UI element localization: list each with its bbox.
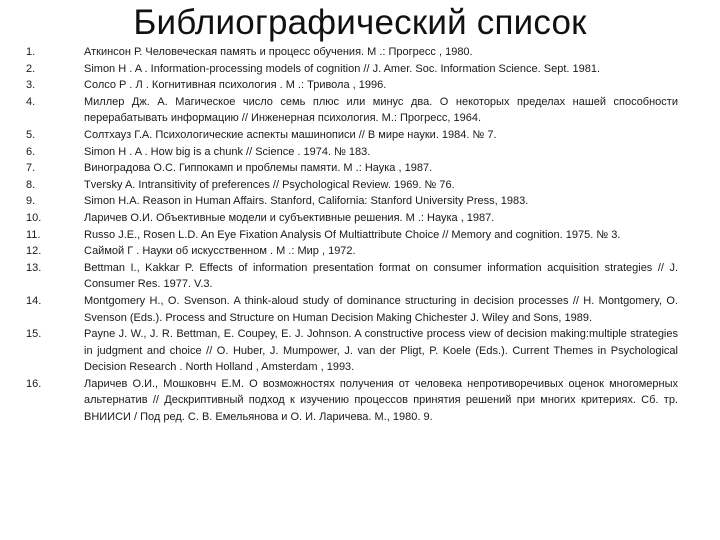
reference-list — [26, 44, 678, 426]
page-title: Библиографический список — [133, 3, 587, 42]
reference-text: Аткинсон Р. Человеческая память и процесс обучения. М .: Прогресс , 1980. — [84, 46, 473, 58]
reference-number: 14. — [26, 294, 42, 307]
reference-number: 8. — [26, 178, 36, 191]
reference-item — [26, 144, 678, 161]
reference-item — [26, 376, 678, 426]
reference-item — [26, 77, 678, 94]
reference-item — [26, 260, 678, 293]
reference-text: Ларичев О.И., Мошковнч Е.М. О возможностях получения от человека непротиворечивых оценок многомерных альтернатив // Дескриптивный подход к изучению процессов принятия решений при многих критериях. Сб. тр. ВНИИСИ / Под ред. С. В. Емельянова и О. И. Ларичева. М., 1980. 9. — [84, 377, 678, 424]
reference-number: 4. — [26, 95, 36, 108]
reference-item — [26, 44, 678, 61]
reference-text: Simon H . A . Information-processing models of cognition // J. Amer. Soc. Information Science. Sept. 1981. — [84, 62, 601, 75]
reference-text: Payne J. W., J. R. Bettman, E. Coupey, E. J. Johnson. A constructive process view of decision making:multiple strategies in judgment and choice // O. Huber, J. Mumpower, J. van der Pligt, P. Koele (Eds.). Current Themes in Psychological Decision Research . North Holland , Amsterdam , 1993. — [84, 328, 678, 374]
reference-text: Виноградова О.С. Гиппокамп и проблемы памяти. М .: Наука , 1987. — [84, 162, 433, 175]
reference-item — [26, 94, 678, 127]
reference-text: Миллер Дж. А. Магическое число семь плюс или минус два. О некоторых пределах нашей способности перерабатывать информацию // Инженерная психология. М.: Прогресс, 1964. — [84, 95, 678, 125]
reference-text: Саймой Г . Науки об искусственном . М .: Мир , 1972. — [84, 245, 356, 258]
reference-item — [26, 227, 678, 244]
reference-item — [26, 210, 678, 227]
reference-item — [26, 243, 678, 260]
reference-text: Ларичев О.И. Объективные модели и субъективные решения. М .: Наука , 1987. — [84, 211, 495, 224]
reference-number: 15. — [26, 328, 42, 341]
reference-text: Tversky A. Intransitivity of preferences // Psychological Review. 1969. № 76. — [84, 178, 455, 191]
reference-number: 11. — [26, 228, 41, 241]
reference-item — [26, 160, 678, 177]
reference-item — [26, 326, 678, 376]
reference-number: 12. — [26, 245, 42, 258]
reference-text: Simon H.A. Reason in Human Affairs. Stanford, California: Stanford University Press, 1983. — [84, 195, 529, 208]
reference-text: Simon H . A . How big is a chunk // Science . 1974. № 183. — [84, 145, 371, 158]
reference-item — [26, 177, 678, 194]
reference-item — [26, 61, 678, 78]
reference-item — [26, 193, 678, 210]
reference-number: 3. — [26, 79, 36, 92]
reference-text: Montgomery H., O. Svenson. A think-aloud study of dominance structuring in decision processes // H. Montgomery, O. Svenson (Eds.). Process and Structure on Human Decision Making Chichester J. Wiley and Sons, 1989. — [84, 294, 678, 324]
reference-text: Russo J.E., Rosen L.D. An Eye Fixation Analysis Of Multiattribute Choice // Memory and cognition. 1975. № 3. — [84, 228, 621, 241]
reference-text: Bettman I., Kakkar P. Effects of information presentation format on consumer information acquisition strategies // J. Consumer Res. 1977. V.3. — [84, 261, 678, 291]
reference-text: Солсо Р . Л . Когнитивная психология . М .: Тривола , 1996. — [84, 79, 387, 92]
reference-number: 13. — [26, 261, 42, 274]
reference-number: 1. — [26, 46, 36, 58]
reference-number: 2. — [26, 62, 36, 75]
reference-item — [26, 293, 678, 326]
reference-item — [26, 127, 678, 144]
reference-number: 6. — [26, 145, 36, 158]
reference-number: 16. — [26, 377, 42, 390]
reference-number: 10. — [26, 211, 42, 224]
reference-number: 9. — [26, 195, 36, 208]
reference-text: Солтхауз Г.А. Психологические аспекты машинописи // В мире науки. 1984. № 7. — [84, 128, 497, 141]
reference-number: 5. — [26, 128, 36, 141]
reference-number: 7. — [26, 162, 36, 175]
